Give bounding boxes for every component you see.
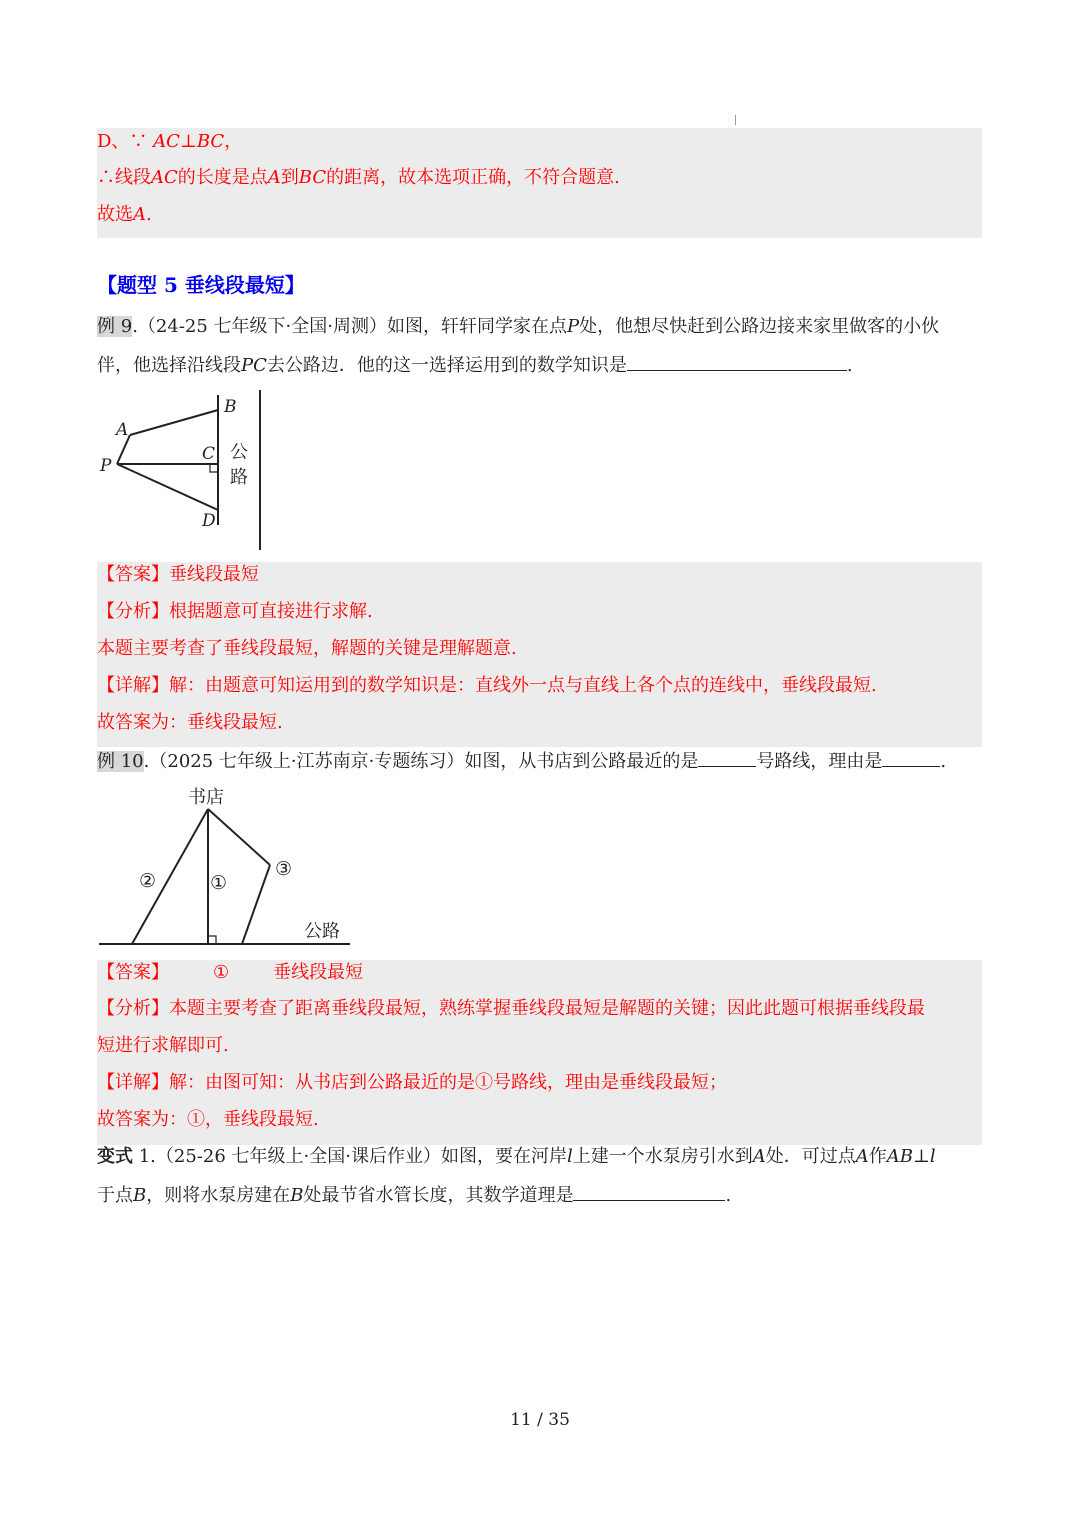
- answer-blank[interactable]: [627, 352, 847, 371]
- answer-blank[interactable]: [882, 748, 940, 767]
- example-9-line-2: [97, 352, 853, 378]
- segment-PD: [117, 464, 218, 510]
- detail-tag: 【详解】: [97, 1072, 169, 1093]
- text: BC: [298, 167, 327, 188]
- text: .: [940, 751, 947, 772]
- text: 作: [868, 1146, 887, 1167]
- example-10-question: [97, 748, 946, 774]
- ex9-answer: [97, 563, 259, 587]
- text: 的长度是点: [177, 167, 268, 188]
- text: 伴，他选择沿线段: [97, 355, 241, 376]
- ex9-final: 故答案为：垂线段最短.: [97, 712, 283, 733]
- text: ，则将水泵房建在: [146, 1185, 291, 1206]
- text: 解：由图可知：从书店到公路最近的是①号路线，理由是垂线段最短；: [169, 1072, 727, 1093]
- text: 号路线，理由是: [756, 751, 883, 772]
- analysis-tag: 【分析】: [97, 601, 169, 622]
- margin-tick: [735, 115, 736, 125]
- text: AB: [886, 1146, 913, 1167]
- text: P: [566, 316, 580, 337]
- label-P: P: [100, 456, 112, 476]
- solution-line-d: [97, 130, 242, 154]
- label-B: B: [224, 397, 237, 417]
- ex10-analysis-1: [97, 997, 925, 1021]
- ex10-answer: [97, 961, 363, 985]
- ex10-final: 故答案为：①，垂线段最短.: [97, 1109, 319, 1130]
- variant-label: 变式: [97, 1146, 133, 1167]
- text: ∴线段: [97, 167, 151, 188]
- right-angle-mark: [210, 464, 218, 472]
- text: .: [146, 204, 152, 225]
- example-label: 例 9: [97, 316, 133, 337]
- answer-tag: 【答案】: [97, 564, 169, 585]
- text: 到: [280, 167, 299, 188]
- segment-AB: [130, 410, 218, 435]
- answer-blank[interactable]: [573, 1182, 725, 1201]
- label-A: A: [116, 420, 129, 440]
- route-3-a: [208, 809, 270, 865]
- perp-symbol: ⊥: [912, 1146, 930, 1167]
- ex9-analysis: [97, 600, 373, 624]
- text: l: [566, 1146, 573, 1167]
- route-3-b: [242, 865, 270, 944]
- figure-bookstore-road: [97, 783, 357, 953]
- label-C: C: [202, 444, 216, 464]
- solution-line-choice: [97, 203, 152, 227]
- ex9-note: 本题主要考查了垂线段最短，解题的关键是理解题意.: [97, 638, 517, 659]
- variant-1-line-1: [97, 1145, 936, 1169]
- text: ，: [224, 131, 243, 152]
- text: 垂线段最短: [169, 564, 259, 585]
- detail-tag: 【详解】: [97, 675, 169, 696]
- text: A: [752, 1146, 766, 1167]
- label-route-3: ③: [275, 858, 293, 880]
- right-angle-mark: [208, 936, 216, 944]
- text: 根据题意可直接进行求解.: [169, 601, 373, 622]
- text: 的距离，故本选项正确，不符合题意.: [326, 167, 620, 188]
- example-9-line-1: [97, 315, 939, 339]
- ex10-analysis-2: 短进行求解即可.: [97, 1035, 229, 1056]
- example-label: 例 10: [97, 751, 144, 772]
- text: A: [855, 1146, 869, 1167]
- ex9-detail: [97, 674, 877, 698]
- section-title: 【题型 5 垂线段最短】: [97, 273, 305, 297]
- label-route-2: ②: [139, 870, 157, 892]
- label-road-1: 公: [230, 442, 248, 463]
- figure-perpendicular-road: [95, 385, 275, 555]
- text: 处最节省水管长度，其数学道理是: [303, 1185, 574, 1206]
- text: AC: [151, 167, 178, 188]
- text: 解：由题意可知运用到的数学知识是：直线外一点与直线上各个点的连线中，垂线段最短.: [169, 675, 877, 696]
- text: 处．可过点: [765, 1146, 856, 1167]
- perp-symbol: ⊥: [179, 131, 197, 152]
- analysis-tag: 【分析】: [97, 998, 169, 1019]
- ex10-detail: [97, 1071, 727, 1095]
- text: A: [267, 167, 281, 188]
- label-route-1: ①: [210, 872, 228, 894]
- label-D: D: [202, 511, 216, 531]
- text: BC: [196, 131, 225, 152]
- text: B: [133, 1185, 147, 1206]
- text: 于点: [97, 1185, 133, 1206]
- text: ①: [213, 962, 230, 983]
- page-number: 11 / 35: [510, 1410, 570, 1430]
- text: A: [133, 204, 146, 225]
- variant-1-line-2: [97, 1182, 731, 1208]
- text: 故选: [97, 204, 133, 225]
- text: l: [929, 1146, 936, 1167]
- label-road: 公路: [304, 921, 340, 942]
- text: .（24-25 七年级下·全国·周测）如图，轩轩同学家在点: [132, 316, 567, 337]
- text: 上建一个水泵房引水到: [572, 1146, 753, 1167]
- text: AC: [153, 131, 180, 152]
- text: B: [290, 1185, 304, 1206]
- text: D、∵: [97, 131, 154, 152]
- text: .: [846, 355, 853, 376]
- text: 垂线段最短: [273, 962, 364, 983]
- text: PC: [241, 355, 267, 376]
- label-bookstore: 书店: [188, 787, 224, 808]
- answer-blank[interactable]: [698, 748, 756, 767]
- text: .（2025 七年级上·江苏南京·专题练习）如图，从书店到公路最近的是: [143, 751, 699, 772]
- answer-tag: 【答案】: [97, 962, 169, 983]
- text: .: [725, 1185, 732, 1206]
- solution-line-therefore: [97, 166, 620, 190]
- text: 去公路边．他的这一选择运用到的数学知识是: [266, 355, 627, 376]
- text: 1.（25-26 七年级上·全国·课后作业）如图，要在河岸: [133, 1146, 567, 1167]
- text: 处，他想尽快赶到公路边接来家里做客的小伙: [579, 316, 940, 337]
- label-road-2: 路: [230, 467, 248, 488]
- text: 本题主要考查了距离垂线段最短，熟练掌握垂线段最短是解题的关键；因此此题可根据垂线段最: [169, 998, 925, 1019]
